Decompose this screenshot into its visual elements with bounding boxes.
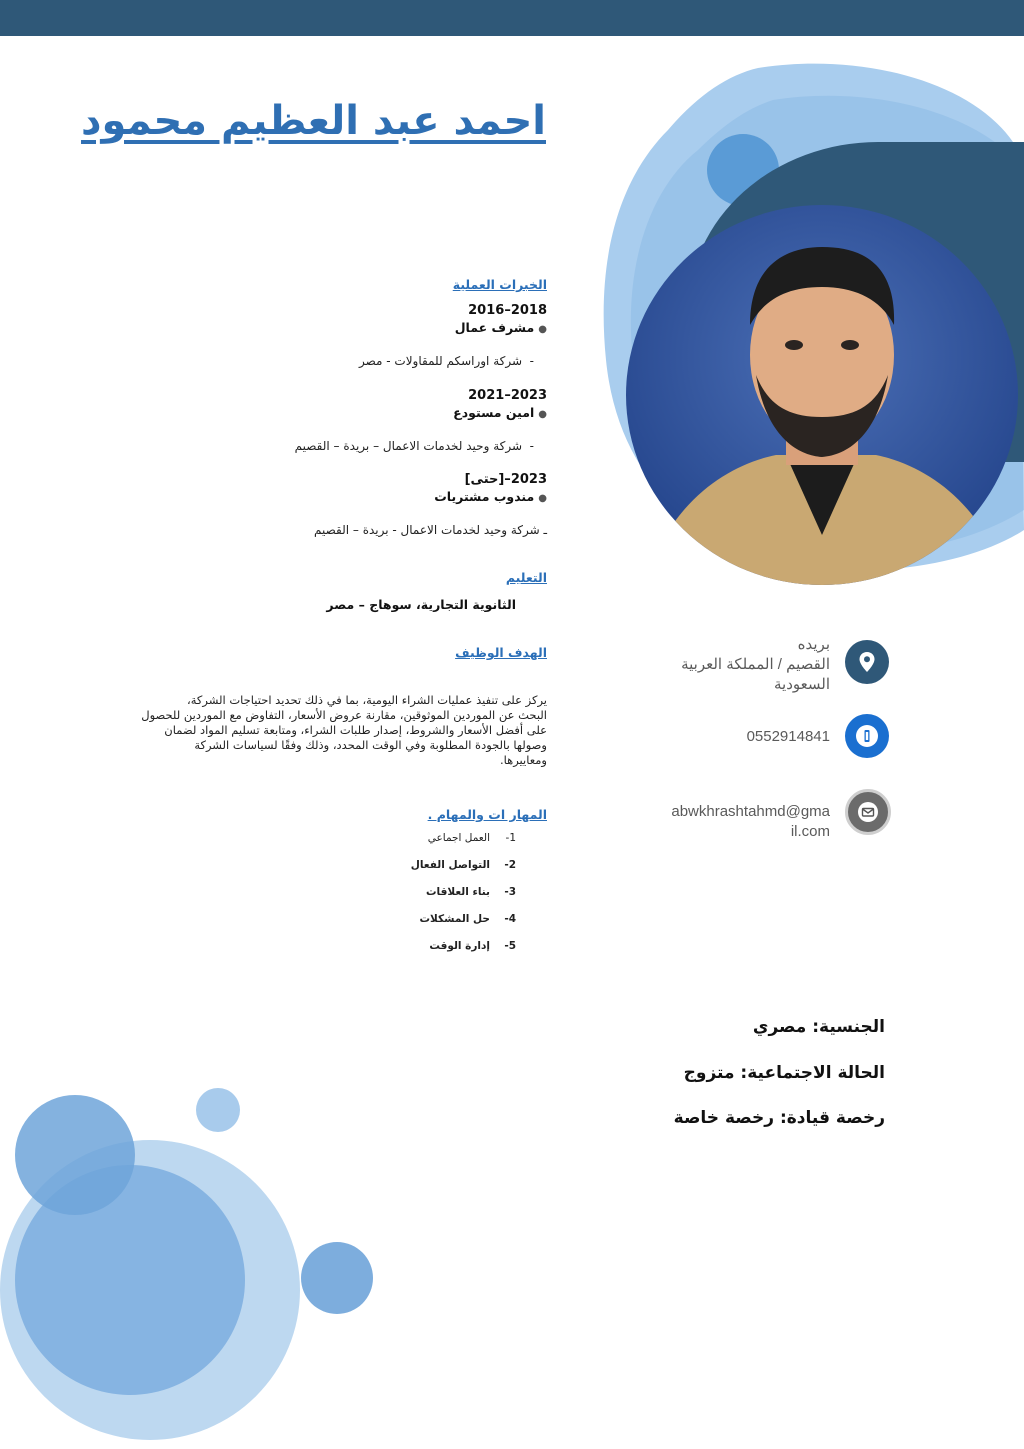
experience-company: - شركة وحيد لخدمات الاعمال – بريدة – القصيم	[294, 439, 534, 453]
skill-item: 5-إدارة الوقت	[429, 940, 516, 952]
skill-item: 3-بناء العلاقات	[425, 886, 516, 898]
contact-location: بريده القصيم / المملكة العربية السعودية	[681, 636, 830, 693]
skills-title: المهار ات والمهام .	[427, 807, 547, 822]
skill-item: 1-العمل اجماعي	[427, 832, 516, 844]
experience-title: الخبرات العملية	[452, 277, 547, 292]
profile-photo	[626, 205, 1018, 585]
experience-years: 2023–[حتى]	[464, 472, 547, 487]
experience-company: ـ شركة وحيد لخدمات الاعمال - بريدة – القصيم	[313, 523, 547, 537]
objective-title: الهدف الوظيف	[455, 645, 547, 660]
skill-item: 2-التواصل الفعال	[410, 859, 516, 871]
bullet-icon: ●	[538, 324, 547, 335]
bullet-icon: ●	[538, 409, 547, 420]
contact-email[interactable]: abwkhrashtahmd@gma il.com	[671, 803, 830, 840]
skill-item: 4-حل المشكلات	[419, 913, 516, 925]
experience-company: - شركة اوراسكم للمقاولات - مصر	[359, 354, 534, 368]
education-entry: الثانوية التجارية، سوهاج – مصر	[326, 597, 516, 612]
experience-years: 2018–2016	[468, 303, 547, 318]
experience-role: ●امين مستودع	[453, 405, 547, 420]
driving-license: رخصة قيادة: رخصة خاصة	[673, 1108, 885, 1128]
candidate-name: احمد عبد العظيم محمود	[81, 98, 546, 144]
location-pin-icon	[845, 640, 889, 684]
objective-text: يركز على تنفيذ عمليات الشراء اليومية، بما في ذلك تحديد احتياجات الشركة، البحث عن الموردين الموثوقين، مقارنة عروض الأسعار، التفاوض مع الموردين للحصول على أفضل الأسعار والشروط، إصدار طلبات الشراء، ومتابعة تسليم المواد لضمان وصولها بالجودة المطلوبة وفي الوقت المحدد، وذلك وفقًا لسياسات الشركة ومعاييرها.	[141, 693, 547, 767]
decorative-circles	[0, 1080, 380, 1449]
contact-phone[interactable]: 0552914841	[746, 728, 830, 745]
bullet-icon: ●	[538, 493, 547, 504]
top-bar	[0, 0, 1024, 36]
marital-status: الحالة الاجتماعية: متزوج	[683, 1063, 885, 1083]
phone-icon[interactable]	[845, 714, 889, 758]
experience-years: 2023–2021	[468, 388, 547, 403]
experience-role: ●مشرف عمال	[454, 320, 547, 335]
experience-role: ●مندوب مشتريات	[434, 489, 547, 504]
education-title: التعليم	[505, 570, 547, 585]
email-icon[interactable]	[845, 789, 891, 835]
nationality: الجنسية: مصري	[752, 1017, 885, 1037]
